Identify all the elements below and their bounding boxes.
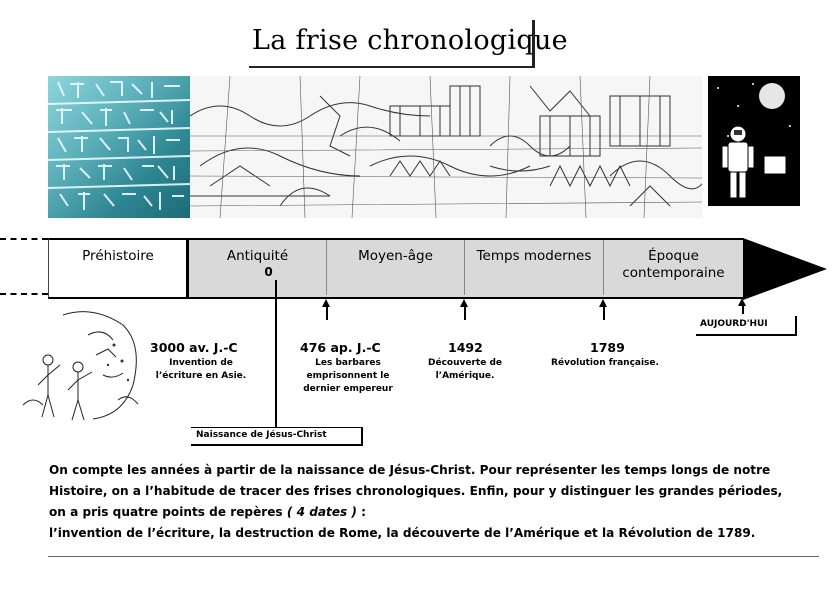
period-antiquity bbox=[189, 248, 326, 279]
period-label: Antiquité bbox=[226, 248, 289, 264]
desc-line: Découverte de bbox=[428, 358, 502, 368]
jesus-christ-tick bbox=[275, 280, 277, 427]
desc-line: Les barbares bbox=[315, 358, 381, 368]
today-label: AUJOURD'HUI bbox=[700, 319, 768, 329]
desc-line: l’écriture en Asie. bbox=[155, 371, 247, 381]
cave-painters-image bbox=[18, 305, 146, 423]
period-middle-ages bbox=[327, 248, 464, 265]
historical-scenes-image bbox=[190, 76, 702, 218]
desc-line: Révolution française. bbox=[551, 358, 659, 368]
timeline-dashed-top bbox=[0, 238, 48, 240]
desc-line: l’Amérique. bbox=[435, 371, 495, 381]
event-date-476: 476 ap. J.-C bbox=[300, 340, 381, 355]
colon: : bbox=[356, 505, 367, 519]
bottom-rule bbox=[48, 556, 819, 557]
period-label: Époque bbox=[648, 248, 699, 264]
cuneiform-tablet-image bbox=[48, 76, 190, 218]
tick-today bbox=[742, 305, 744, 314]
period-label: Moyen-âge bbox=[358, 248, 433, 264]
paragraph-line-2: Histoire, on a l’habitude de tracer des frises chronologiques. Enfin, pour y distinguer les grandes périodes, bbox=[49, 484, 783, 498]
astronaut-image bbox=[708, 76, 800, 221]
period-label: Temps modernes bbox=[476, 248, 592, 264]
page-title: La frise chronologique bbox=[252, 25, 568, 56]
event-date-1492: 1492 bbox=[448, 340, 483, 355]
event-desc-1789 bbox=[540, 357, 670, 370]
paragraph-line-1: On compte les années à partir de la naissance de Jésus-Christ. Pour représenter les temps longs de notre bbox=[49, 463, 771, 477]
desc-line: dernier empereur bbox=[303, 384, 393, 394]
four-dates-emphasis: ( 4 dates ) bbox=[286, 505, 357, 519]
desc-line: Invention de bbox=[169, 358, 233, 368]
event-desc-476 bbox=[286, 357, 410, 396]
tick-1789 bbox=[603, 306, 605, 320]
timeline-arrow-head bbox=[743, 238, 827, 300]
event-date-1789: 1789 bbox=[590, 340, 625, 355]
event-date-3000bc: 3000 av. J.-C bbox=[150, 340, 238, 355]
paragraph-line-4: l’invention de l’écriture, la destruction de Rome, la découverte de l’Amérique et la Révolution de 1789. bbox=[49, 526, 756, 540]
timeline-dashed-bottom bbox=[0, 293, 48, 295]
jesus-christ-label: Naissance de Jésus-Christ bbox=[196, 430, 327, 440]
event-desc-3000bc bbox=[136, 357, 266, 383]
desc-line: emprisonnent le bbox=[306, 371, 390, 381]
period-modern-times bbox=[465, 248, 603, 265]
tick-1492 bbox=[464, 306, 466, 320]
period-contemporary bbox=[604, 248, 743, 282]
paragraph-line-3 bbox=[49, 505, 366, 519]
paragraph-line-3-text: on a pris quatre points de repères bbox=[49, 505, 283, 519]
year-zero-label: 0 bbox=[264, 265, 273, 279]
period-prehistory bbox=[48, 248, 188, 265]
period-label-2: contemporaine bbox=[622, 265, 725, 281]
period-label: Préhistoire bbox=[82, 248, 154, 264]
event-desc-1492 bbox=[410, 357, 520, 383]
tick-476 bbox=[326, 306, 328, 320]
